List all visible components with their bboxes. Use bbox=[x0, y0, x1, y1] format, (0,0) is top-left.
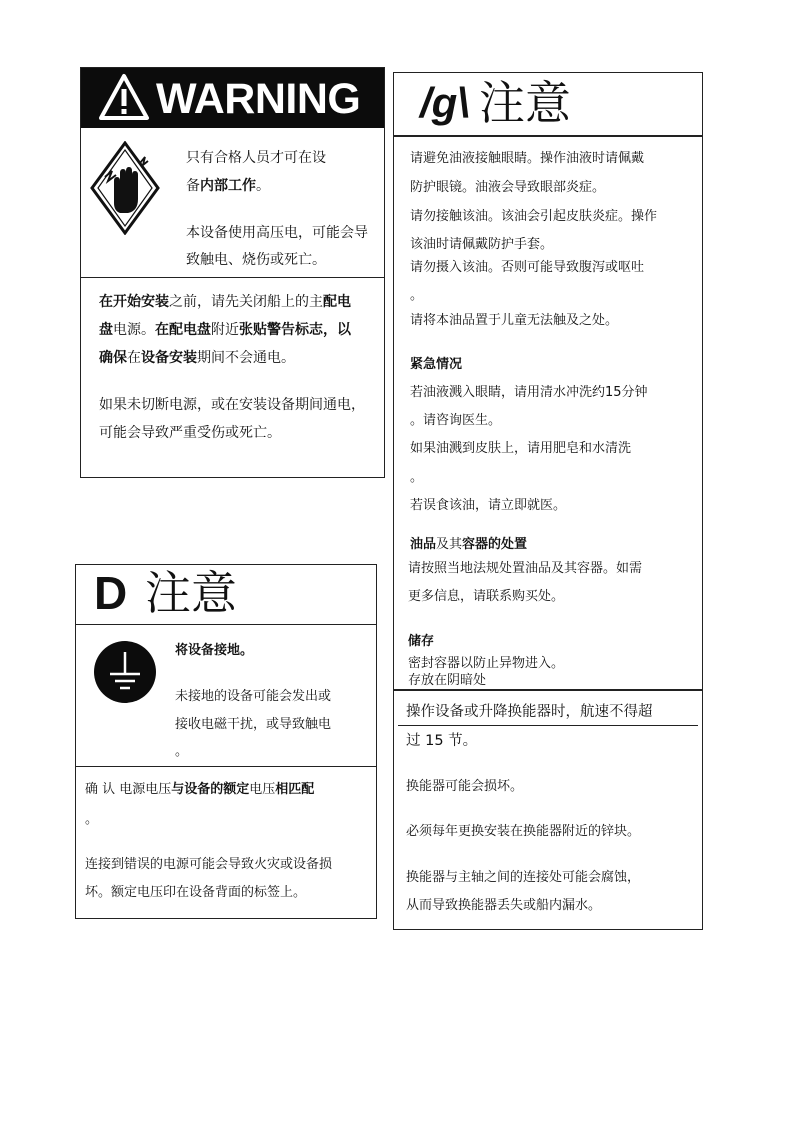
transducer-line-3: 换能器可能会损坏。 bbox=[406, 779, 524, 794]
transducer-line-6: 从而导致换能器丢失或船内漏水。 bbox=[406, 898, 602, 913]
warning-hv-line1: 本设备使用高压电，可能会导 bbox=[186, 225, 368, 241]
oil-caution-head-divider bbox=[394, 135, 702, 137]
transducer-line-1: 操作设备或升降换能器时，航速不得超 bbox=[406, 704, 653, 720]
voltage-line-3: 连接到错误的电源可能会导致火灾或设备损 bbox=[85, 857, 333, 872]
oil-line-4: 该油时请佩戴防护手套。 bbox=[410, 237, 554, 252]
transducer-divider bbox=[398, 725, 698, 726]
disposal-title: 油品及其容器的处置 bbox=[410, 537, 528, 552]
warning-p1-line3: 确保在设备安装期间不会通电。 bbox=[99, 350, 295, 366]
warning-title: WARNING bbox=[156, 75, 361, 123]
oil-line-7: 请将本油品置于儿童无法触及之处。 bbox=[410, 313, 619, 328]
storage-title: 储存 bbox=[408, 634, 435, 649]
oil-line-5: 请勿摄入该油。否则可能导致腹泻或呕吐 bbox=[410, 260, 645, 275]
caution-symbol: /g\ bbox=[420, 79, 469, 126]
electric-shock-hand-icon bbox=[90, 141, 160, 235]
emergency-line-3: 如果油溅到皮肤上，请用肥皂和水清洗 bbox=[410, 441, 632, 456]
warning-intro-line2: 备内部工作。 bbox=[186, 178, 270, 194]
warning-p1-line2: 盘电源。在配电盘附近张贴警告标志，以 bbox=[99, 322, 351, 338]
ground-head-divider bbox=[76, 624, 376, 625]
ground-mid-divider bbox=[76, 766, 376, 767]
transducer-box bbox=[393, 690, 703, 930]
caution-d-symbol: D bbox=[94, 567, 128, 619]
storage-line-1: 密封容器以防止异物进入。 bbox=[408, 656, 565, 671]
warning-p2-line1: 如果未切断电源，或在安装设备期间通电， bbox=[99, 397, 365, 413]
warning-p1-line1: 在开始安装之前，请先关闭船上的主配电 bbox=[99, 294, 351, 310]
transducer-line-4: 必须每年更换安装在换能器附近的锌块。 bbox=[406, 824, 641, 839]
voltage-line-2: 。 bbox=[85, 812, 99, 827]
emergency-title: 紧急情况 bbox=[410, 357, 463, 372]
warning-divider bbox=[81, 277, 384, 278]
voltage-line-1: 确 认 电源电压与设备的额定电压相匹配 bbox=[85, 782, 315, 797]
emergency-line-5: 若误食该油，请立即就医。 bbox=[410, 498, 567, 513]
emergency-line-4: 。 bbox=[410, 470, 424, 485]
oil-caution-title: 注意 bbox=[479, 76, 571, 130]
ground-icon bbox=[93, 640, 157, 704]
emergency-line-2: 。请咨询医生。 bbox=[410, 413, 502, 428]
ground-caution-title: 注意 bbox=[145, 566, 237, 620]
ground-line-3: 接收电磁干扰，或导致触电 bbox=[175, 717, 332, 732]
disposal-line-2: 更多信息，请联系购买处。 bbox=[408, 589, 565, 604]
storage-line-2: 存放在阴暗处 bbox=[408, 673, 487, 688]
ground-line-4: 。 bbox=[175, 744, 189, 759]
oil-line-1: 请避免油液接触眼睛。操作油液时请佩戴 bbox=[410, 151, 645, 166]
warning-intro-line1: 只有合格人员才可在设 bbox=[186, 150, 326, 166]
disposal-line-1: 请按照当地法规处置油品及其容器。如需 bbox=[408, 561, 643, 576]
transducer-line-2: 过 15 节。 bbox=[406, 733, 478, 749]
warning-p2-line2: 可能会导致严重受伤或死亡。 bbox=[99, 425, 281, 441]
voltage-line-4: 坏。额定电压印在设备背面的标签上。 bbox=[85, 885, 307, 900]
oil-line-3: 请勿接触该油。该油会引起皮肤炎症。操作 bbox=[410, 209, 658, 224]
ground-line-1: 将设备接地。 bbox=[175, 643, 254, 658]
transducer-line-5: 换能器与主轴之间的连接处可能会腐蚀， bbox=[406, 870, 641, 885]
emergency-line-1: 若油液溅入眼睛，请用清水冲洗约15分钟 bbox=[410, 385, 648, 400]
oil-line-2: 防护眼镜。油液会导致眼部炎症。 bbox=[410, 180, 606, 195]
oil-line-6: 。 bbox=[410, 288, 424, 303]
warning-hv-line2: 致触电、烧伤或死亡。 bbox=[186, 252, 326, 268]
warning-box bbox=[80, 67, 385, 478]
warning-triangle-icon bbox=[98, 73, 150, 121]
ground-line-2: 未接地的设备可能会发出或 bbox=[175, 689, 332, 704]
